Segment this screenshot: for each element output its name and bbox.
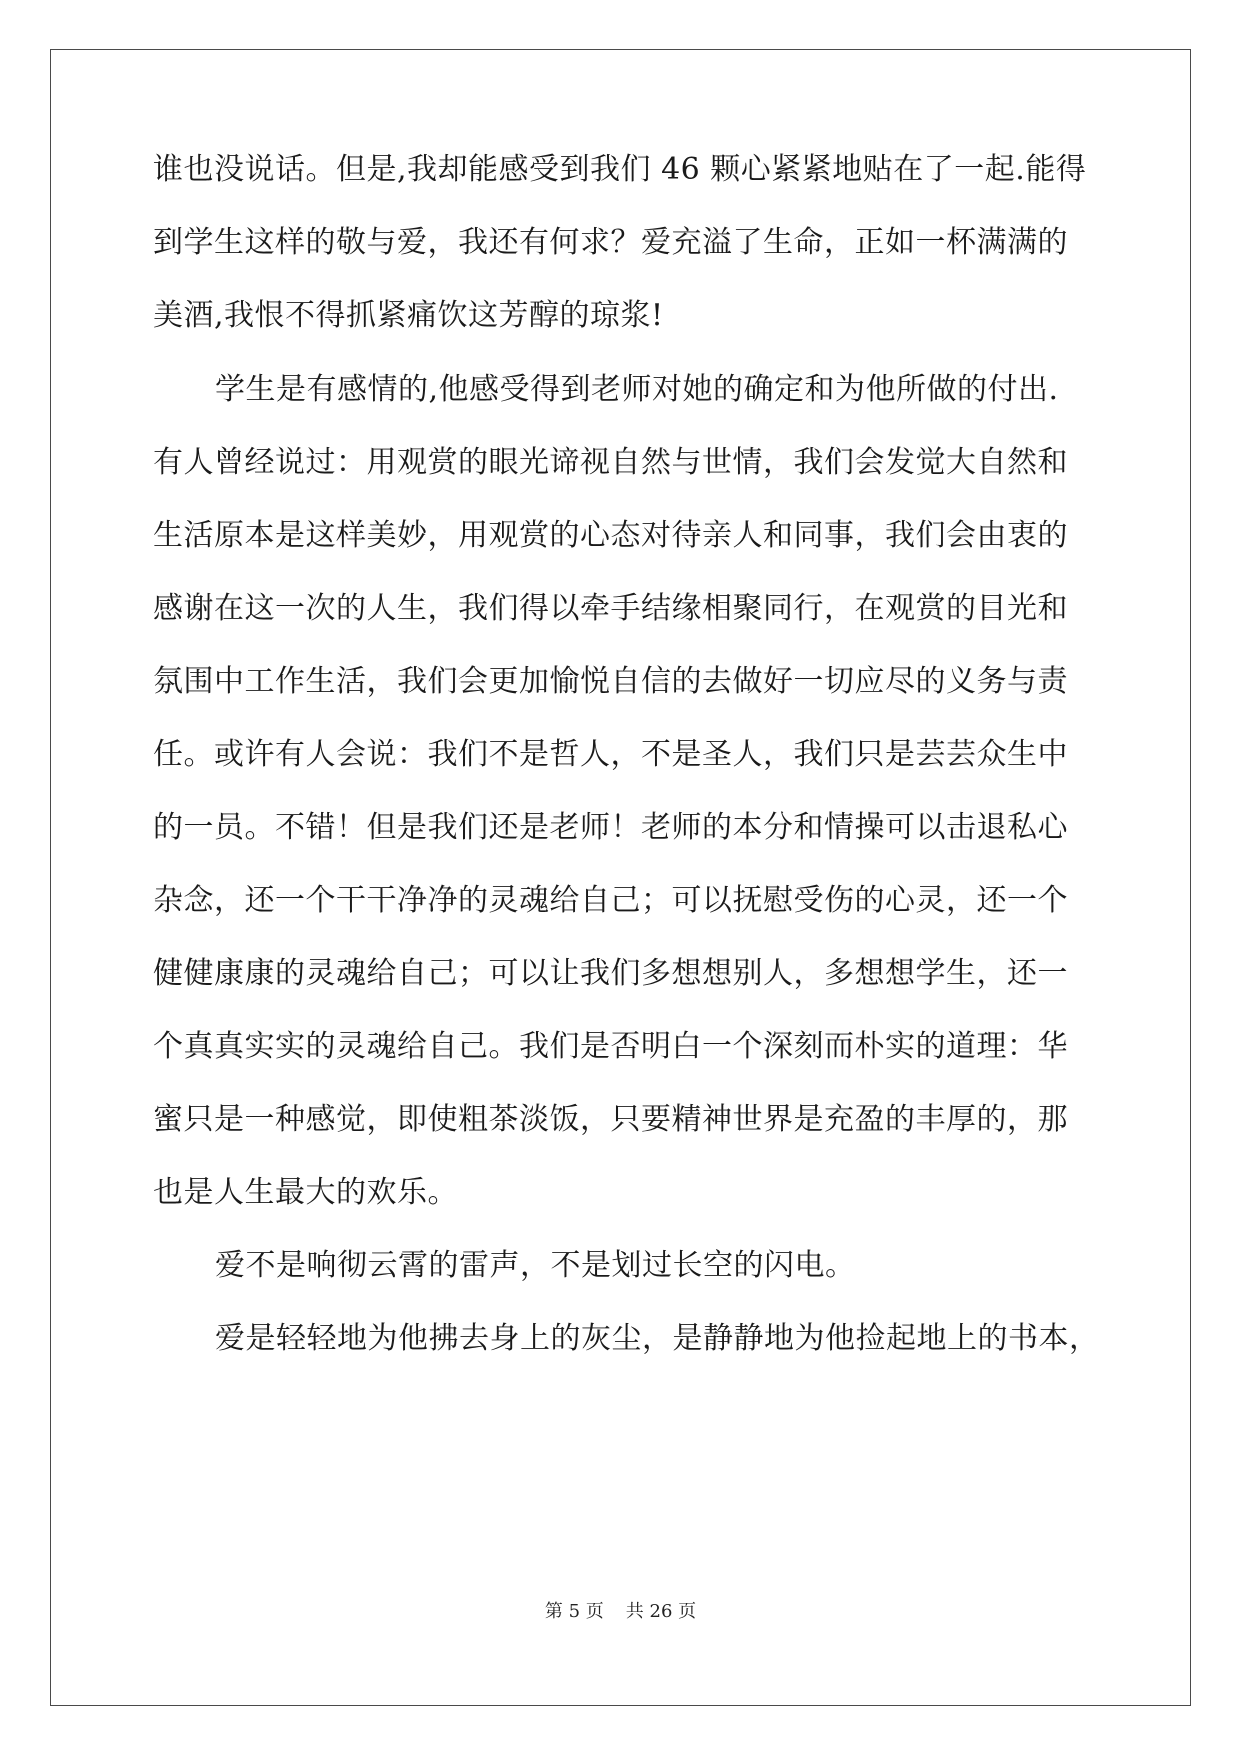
body-line-17: 爱是轻轻地为他拂去身上的灰尘，是静静地为他捡起地上的书本， (215, 1321, 1100, 1356)
body-line-14: 蜜只是一种感觉，即使粗茶淡饭，只要精神世界是充盈的丰厚的，那 (153, 1102, 1068, 1137)
page-total: 共 26 页 (625, 1601, 697, 1622)
body-line-3: 美酒,我恨不得抓紧痛饮这芳醇的琼浆! (153, 298, 664, 333)
body-line-10: 的一员。不错！但是我们还是老师！老师的本分和情操可以击退私心 (153, 810, 1068, 845)
body-line-13: 个真真实实的灵魂给自己。我们是否明白一个深刻而朴实的道理：华 (153, 1029, 1068, 1064)
body-line-4: 学生是有感情的,他感受得到老师对她的确定和为他所做的付出. (215, 372, 1059, 407)
body-line-11: 杂念，还一个干干净净的灵魂给自己；可以抚慰受伤的心灵，还一个 (153, 883, 1068, 918)
body-line-8: 氛围中工作生活，我们会更加愉悦自信的去做好一切应尽的义务与责 (153, 664, 1068, 699)
body-line-12: 健健康康的灵魂给自己；可以让我们多想想别人，多想想学生，还一 (153, 956, 1068, 991)
body-line-15: 也是人生最大的欢乐。 (153, 1175, 458, 1210)
page-footer (0, 1600, 1241, 1624)
page-number: 第 5 页 (544, 1601, 604, 1622)
body-line-9: 任。或许有人会说：我们不是哲人，不是圣人，我们只是芸芸众生中 (153, 737, 1068, 772)
body-line-1: 谁也没说话。但是,我却能感受到我们 46 颗心紧紧地贴在了一起.能得 (153, 152, 1087, 187)
body-line-5: 有人曾经说过：用观赏的眼光谛视自然与世情，我们会发觉大自然和 (153, 445, 1068, 480)
body-line-6: 生活原本是这样美妙，用观赏的心态对待亲人和同事，我们会由衷的 (153, 518, 1068, 553)
body-line-2: 到学生这样的敬与爱，我还有何求？爱充溢了生命，正如一杯满满的 (153, 225, 1068, 260)
body-line-7: 感谢在这一次的人生，我们得以牵手结缘相聚同行，在观赏的目光和 (153, 591, 1068, 626)
body-line-16: 爱不是响彻云霄的雷声，不是划过长空的闪电。 (215, 1248, 856, 1283)
